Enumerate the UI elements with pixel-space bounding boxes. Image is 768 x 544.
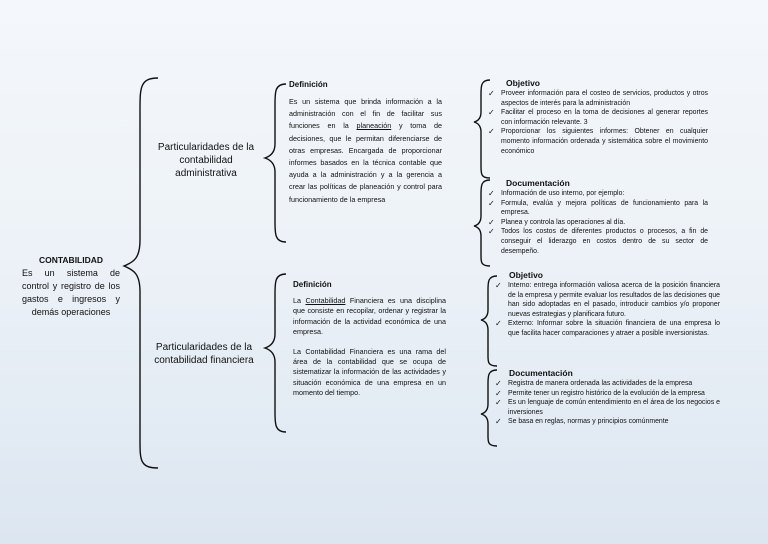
root-title: CONTABILIDAD — [38, 255, 104, 265]
branch-fin-title: Particularidades de la contabilidad financiera — [154, 342, 254, 366]
list-item: ✓ Registra de manera ordenada las actividades de la empresa — [495, 379, 693, 388]
list-item: ✓ Todos los costos de diferentes productos o procesos, a fin de conseguir el liderazgo en costos dentro de su sector de desempeño. — [488, 227, 708, 255]
documentacion-fin — [495, 368, 720, 427]
def-fin-part: La — [293, 296, 306, 305]
def-fin-part: Financiera es una disciplina que consiste en recopilar, ordenar y registrar la información de la actividad económica de una empresa. — [293, 296, 446, 337]
root-text: Es un sistema de control y registro de los gastos e ingresos y demás operaciones — [22, 268, 120, 317]
check-icon: ✓ — [488, 108, 495, 118]
list-item: ✓ Se basa en reglas, normas y principios comúnmente — [495, 417, 669, 427]
objetivo-fin — [495, 270, 720, 339]
check-icon: ✓ — [488, 198, 495, 208]
definition-admin-text — [289, 96, 442, 206]
list-item: ✓ Proporcionar los siguientes informes: Obtener en cualquier momento información ordenada y sistemática sobre el movimiento económico — [488, 127, 708, 155]
list-item: ✓ Interno: entrega información valiosa acerca de la posición financiera de la empresa y permite evaluar los resultados de las decisiones que han sido adoptadas en el pasado, introducir cambios y/o proponer nuevas estrategias y planificara futuro. — [495, 281, 720, 318]
objetivo-admin — [488, 78, 708, 156]
branch-admin-brace — [265, 84, 286, 242]
check-icon: ✓ — [495, 281, 502, 290]
branch-fin-brace — [265, 274, 286, 432]
def-admin-part: Es un sistema que brinda información a la administración con el fin de facilitar sus funciones en la — [289, 97, 442, 131]
definition-fin-p2: La Contabilidad Financiera es una rama del área de la contabilidad que se ocupa de sistematizar la información de las actividades y situación económica de una empresa en un momento del tiempo. — [293, 346, 446, 398]
list-item: ✓ Proveer información para el costeo de servicios, productos y otros aspectos de interés para la administración — [488, 89, 708, 107]
root-node — [22, 254, 120, 319]
list-item: ✓ Es un lenguaje de común entendimiento en el área de los negocios e inversiones — [495, 398, 720, 416]
list-item: ✓ Externo: Informar sobre la situación financiera de una empresa lo que facilita hacer comparaciones y atraer a posible inversionistas. — [495, 319, 720, 337]
branch-admin-title: Particularidades de la contabilidad administrativa — [157, 142, 255, 179]
planeacion-term: planeación — [356, 121, 392, 131]
documentacion-fin-heading: Documentación — [509, 368, 573, 378]
objetivo-admin-heading: Objetivo — [506, 78, 541, 88]
definition-fin-heading: Definición — [293, 280, 332, 289]
check-icon: ✓ — [488, 127, 495, 137]
check-icon: ✓ — [488, 217, 495, 227]
check-icon: ✓ — [488, 89, 495, 98]
list-item: ✓ Permite tener un registro histórico de la evolución de la empresa — [495, 388, 705, 398]
documentacion-admin-heading: Documentación — [506, 178, 570, 188]
main-brace — [124, 78, 158, 468]
contabilidad-term: Contabilidad — [305, 296, 346, 305]
check-icon: ✓ — [495, 379, 502, 388]
objetivo-fin-heading: Objetivo — [509, 270, 544, 280]
check-icon: ✓ — [488, 227, 495, 237]
def-admin-part: y toma de decisiones, que le permitan diferenciarse de otras empresas. Encargada de proporcionar informes basados en la técnica contable que ayuda a la administración y a la gerencia a crear las políticas de planeación y control para funcionamiento de la empresa — [289, 121, 442, 204]
check-icon: ✓ — [488, 189, 495, 198]
documentacion-admin — [488, 178, 708, 256]
check-icon: ✓ — [495, 398, 502, 408]
check-icon: ✓ — [495, 388, 502, 398]
definition-fin — [293, 280, 446, 399]
definition-fin-p1 — [293, 296, 446, 338]
check-icon: ✓ — [495, 417, 502, 427]
definition-admin — [289, 80, 442, 206]
check-icon: ✓ — [495, 319, 502, 329]
definition-admin-heading: Definición — [289, 80, 328, 89]
list-item: ✓ Facilitar el proceso en la toma de decisiones al generar reportes con información relevante. 3 — [488, 108, 708, 126]
list-item: ✓ Planea y controla las operaciones al día. — [488, 217, 626, 227]
list-item: ✓ Información de uso interno, por ejemplo: — [488, 189, 625, 198]
list-item: ✓ Formula, evalúa y mejora políticas de funcionamiento para la empresa. — [488, 198, 708, 217]
